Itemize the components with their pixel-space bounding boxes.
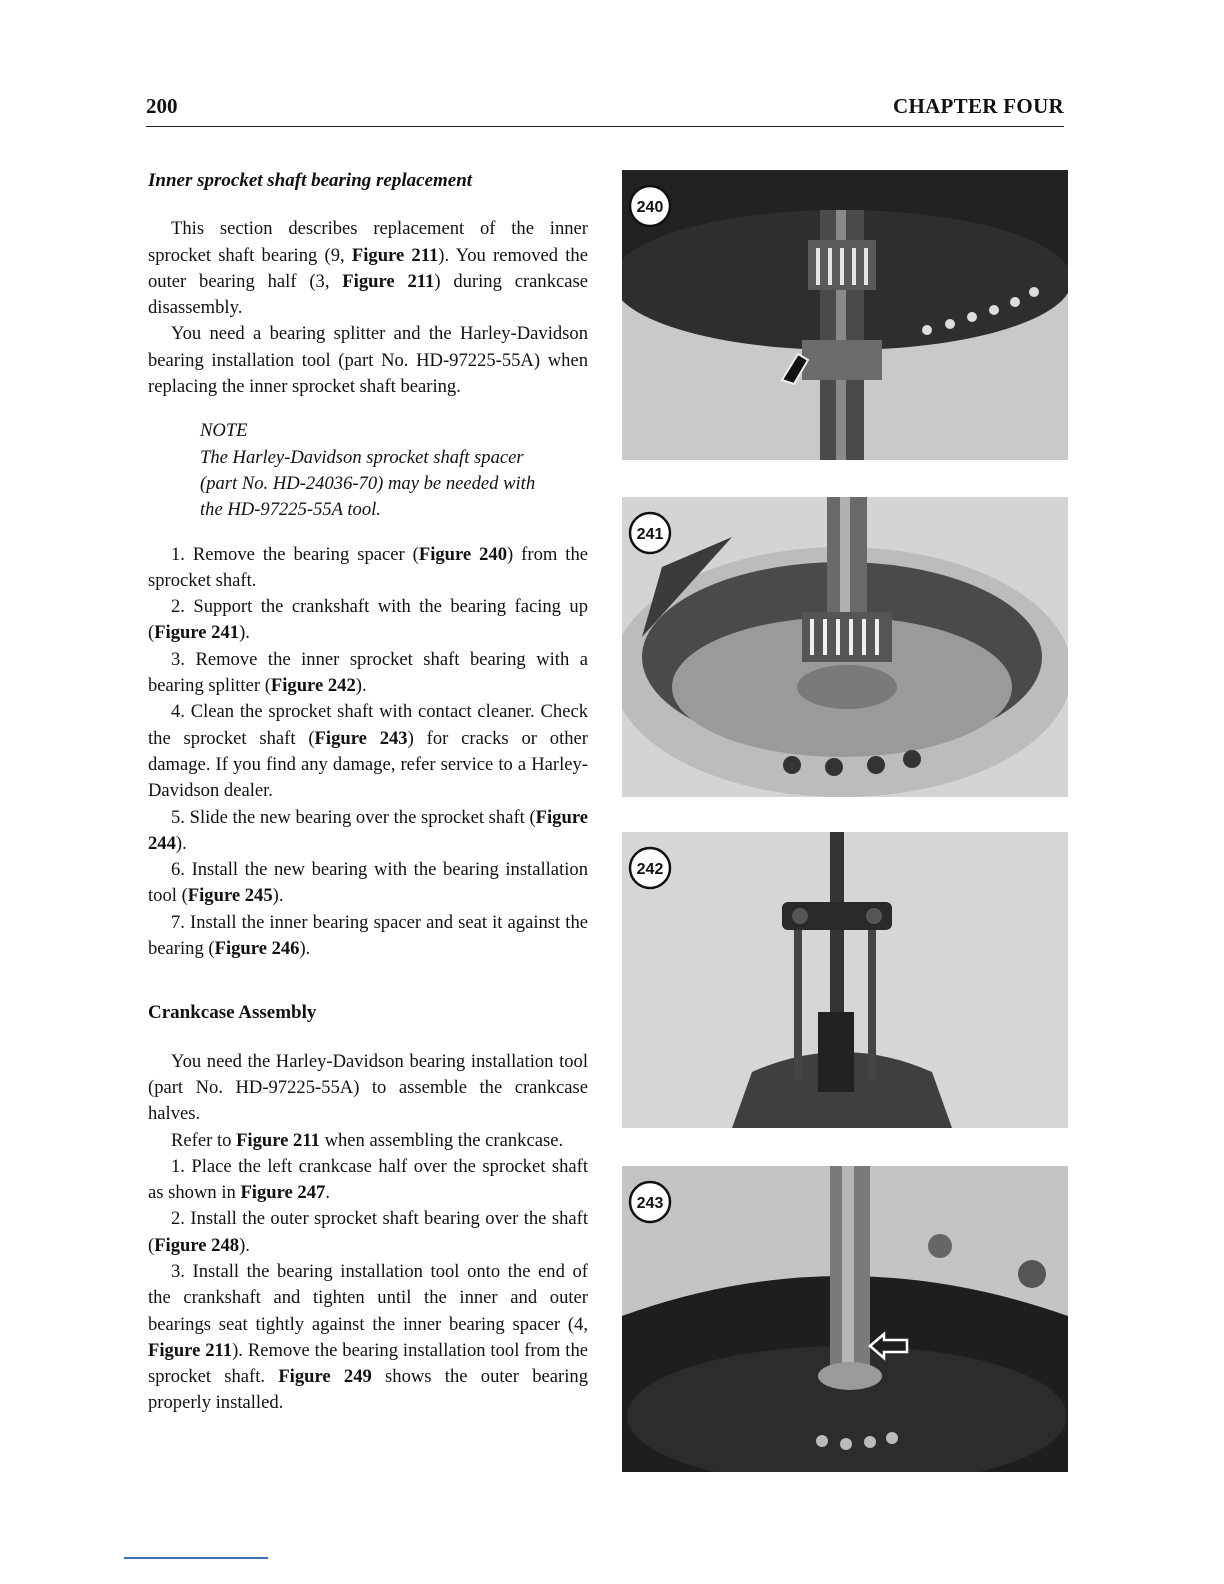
step-4: 4. Clean the sprocket shaft with contact cleaner. Check the sprocket shaft (Figure 243) for cracks or other damage. If you find any damage, refer service to a Harley-Davidson dealer. — [148, 701, 588, 802]
crankshaft-photo-icon — [622, 497, 1068, 797]
section-subhead: Inner sprocket shaft bearing replacement — [148, 170, 473, 191]
step-2: 2. Support the crankshaft with the bearing facing up (Figure 241). — [148, 596, 588, 644]
assembly-step-1: 1. Place the left crankcase half over the sprocket shaft as shown in Figure 247. — [148, 1155, 588, 1204]
step-1: 1. Remove the bearing spacer (Figure 240) from the sprocket shaft. — [148, 543, 588, 591]
svg-text:243: 243 — [636, 1195, 664, 1212]
figure-number-badge — [628, 511, 672, 555]
assembly-step-2: 2. Install the outer sprocket shaft bearing over the shaft (Figure 248). — [148, 1208, 588, 1256]
assembly-step-3: 3. Install the bearing installation tool onto the end of the crankshaft and tighten until the inner and outer bearings seat tightly against the inner bearing spacer (4, Figure 211). Remove the bearing installation tool from the sprocket shaft. Figure 249 shows the outer bearing properly installed. — [148, 1260, 588, 1414]
step-5: 5. Slide the new bearing over the sprocket shaft (Figure 244). — [148, 806, 588, 854]
svg-text:242: 242 — [636, 861, 664, 878]
text-column — [148, 168, 588, 1417]
crankshaft-photo-icon — [622, 170, 1068, 460]
figure-242 — [622, 832, 1068, 1128]
figure-241 — [622, 497, 1068, 797]
assembly-paragraph-2: Refer to Figure 211 when assembling the crankcase. — [171, 1129, 564, 1151]
note-title: NOTE — [200, 420, 248, 442]
footer-rule — [124, 1557, 268, 1559]
step-7: 7. Install the inner bearing spacer and seat it against the bearing (Figure 246). — [148, 911, 588, 960]
page-header — [146, 92, 1064, 127]
crankshaft-photo-icon — [622, 1166, 1068, 1472]
note-box — [200, 418, 536, 523]
figure-number-badge — [628, 1180, 672, 1224]
svg-text:240: 240 — [636, 199, 664, 216]
step-6: 6. Install the new bearing with the bearing installation tool (Figure 245). — [148, 859, 588, 907]
intro-paragraph-1: This section describes replacement of the inner sprocket shaft bearing (9, Figure 211). You removed the outer bearing half (3, Figure 211) during crankcase disassembly. — [148, 218, 588, 319]
page-number: 200 — [146, 94, 178, 118]
intro-paragraph-2: You need a bearing splitter and the Harley-Davidson bearing installation tool (part No. HD-97225-55A) when replacing the inner sprocket shaft bearing. — [148, 323, 588, 398]
figure-number-badge — [628, 846, 672, 890]
note-body: The Harley-Davidson sprocket shaft spacer (part No. HD-24036-70) may be needed with the HD-97225-55A tool. — [200, 446, 536, 521]
step-3: 3. Remove the inner sprocket shaft bearing with a bearing splitter (Figure 242). — [148, 648, 588, 697]
figure-243 — [622, 1166, 1068, 1472]
chapter-title: CHAPTER FOUR — [892, 94, 1064, 118]
svg-text:241: 241 — [636, 526, 664, 543]
section-heading: Crankcase Assembly — [148, 1002, 317, 1024]
assembly-paragraph-1: You need the Harley-Davidson bearing installation tool (part No. HD-97225-55A) to assemble the crankcase halves. — [148, 1050, 588, 1125]
crankshaft-photo-icon — [622, 832, 1068, 1128]
figure-240 — [622, 170, 1068, 460]
figure-number-badge — [628, 184, 672, 228]
